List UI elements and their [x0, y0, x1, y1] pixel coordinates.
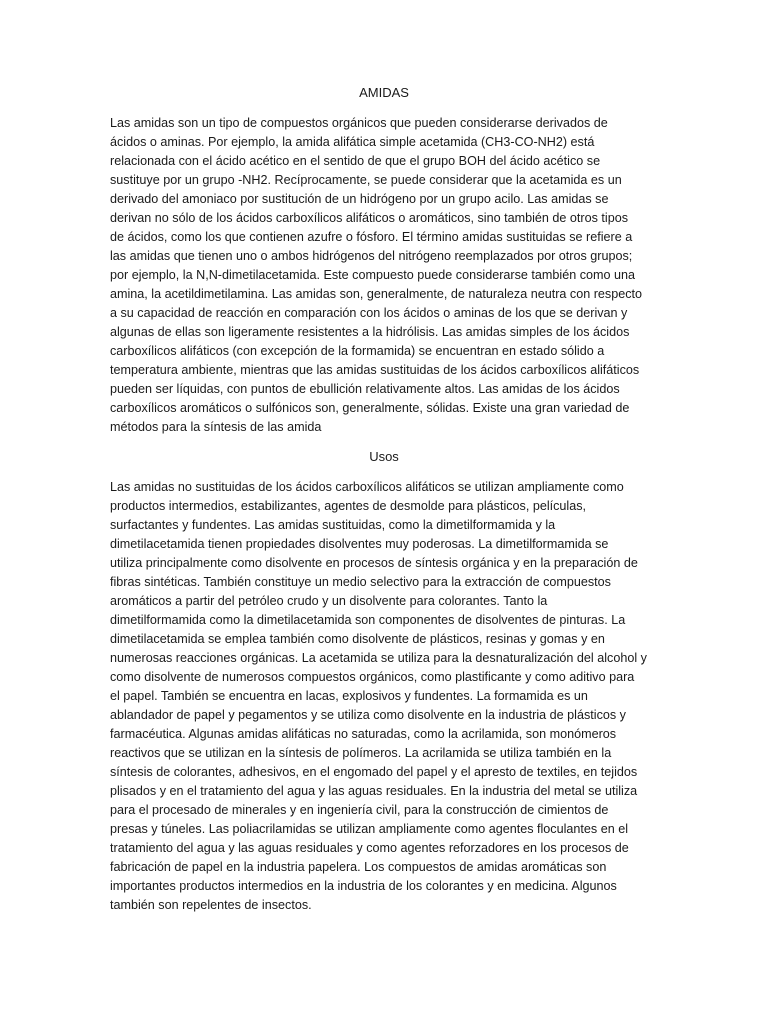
- section-title-usos: Usos: [369, 449, 399, 464]
- text-line: presas y túneles. Las poliacrilamidas se utilizan ampliamente como agentes floculantes en el: [110, 822, 629, 836]
- text-line: carboxílicos aromáticos o sulfónicos son, generalmente, sólidas. Existe una gran variedad de: [110, 401, 630, 415]
- text-line: surfactantes y fundentes. Las amidas sustituidas, como la dimetilformamida y la: [110, 518, 556, 532]
- text-line: ácidos o aminas. Por ejemplo, la amida alifática simple acetamida (CH3-CO-NH2) está: [110, 135, 595, 149]
- text-line: utiliza principalmente como disolvente en procesos de síntesis orgánica y en la preparación de: [110, 556, 638, 570]
- text-line: farmacéutica. Algunas amidas alifáticas no saturadas, como la acrilamida, son monómeros: [110, 727, 617, 741]
- paragraph-usos: [110, 478, 662, 915]
- text-line: temperatura ambiente, mientras que las amidas sustituidas de los ácidos carboxílicos alifáticos: [110, 363, 640, 377]
- text-line: Las amidas no sustituidas de los ácidos carboxílicos alifáticos se utilizan ampliamente como: [110, 480, 624, 494]
- text-line: dimetilformamida como la dimetilacetamida son componentes de disolventes de pinturas. La: [110, 613, 626, 627]
- text-line: amina, la acetildimetilamina. Las amidas son, generalmente, de naturaleza neutra con respecto: [110, 287, 643, 301]
- text-line: las amidas que tienen uno o ambos hidrógenos del nitrógeno reemplazados por otros grupos;: [110, 249, 633, 263]
- text-line: algunas de ellas son ligeramente resistentes a la hidrólisis. Las amidas simples de los ácidos: [110, 325, 630, 339]
- text-line: importantes productos intermedios en la industria de los colorantes y en medicina. Algunos: [110, 879, 617, 893]
- text-line: a su capacidad de reacción en comparación con los ácidos o aminas de los que se derivan y: [110, 306, 628, 320]
- text-line: plisados y en el tratamiento del agua y las aguas residuales. En la industria del metal se utiliza: [110, 784, 638, 798]
- text-line: como disolvente de numerosos compuestos orgánicos, como plastificante y como aditivo para: [110, 670, 635, 684]
- text-line: métodos para la síntesis de las amida: [110, 420, 322, 434]
- text-line: síntesis de colorantes, adhesivos, en el engomado del papel y el apresto de textiles, en tejidos: [110, 765, 638, 779]
- text-line: también son repelentes de insectos.: [110, 898, 312, 912]
- text-line: reactivos que se utilizan en la síntesis de polímeros. La acrilamida se utiliza también en la: [110, 746, 612, 760]
- section-title-amidas: AMIDAS: [359, 85, 409, 100]
- text-line: sustituye por un grupo -NH2. Recíprocamente, se puede considerar que la acetamida es un: [110, 173, 622, 187]
- text-line: ablandador de papel y pegamentos y se utiliza como disolvente en la industria de plásticos y: [110, 708, 626, 722]
- text-line: dimetilacetamida tienen propiedades disolventes muy poderosas. La dimetilformamida se: [110, 537, 609, 551]
- paragraph-amidas: [110, 114, 662, 437]
- text-line: fibras sintéticas. También constituye un medio selectivo para la extracción de compuestos: [110, 575, 611, 589]
- text-line: carboxílicos alifáticos (con excepción de la formamida) se encuentran en estado sólido a: [110, 344, 605, 358]
- text-line: fabricación de papel en la industria papelera. Los compuestos de amidas aromáticas son: [110, 860, 607, 874]
- text-line: derivado del amoniaco por sustitución de un hidrógeno por un grupo acilo. Las amidas se: [110, 192, 609, 206]
- text-line: por ejemplo, la N,N-dimetilacetamida. Este compuesto puede considerarse también como una: [110, 268, 636, 282]
- text-line: relacionada con el ácido acético en el sentido de que el grupo BOH del ácido acético se: [110, 154, 601, 168]
- text-line: aromáticos a partir del petróleo crudo y un disolvente para colorantes. Tanto la: [110, 594, 548, 608]
- text-line: numerosas reacciones orgánicas. La acetamida se utiliza para la desnaturalización del alcohol y: [110, 651, 647, 665]
- text-line: para el procesado de minerales y en ingeniería civil, para la construcción de cimientos de: [110, 803, 609, 817]
- text-line: derivan no sólo de los ácidos carboxílicos alifáticos o aromáticos, sino también de otros tipos: [110, 211, 629, 225]
- text-line: de ácidos, como los que contienen azufre o fósforo. El término amidas sustituidas se refiere a: [110, 230, 633, 244]
- text-line: pueden ser líquidas, con puntos de ebullición relativamente altos. Las amidas de los ácidos: [110, 382, 620, 396]
- text-line: tratamiento del agua y las aguas residuales y como agentes reforzadores en los procesos de: [110, 841, 629, 855]
- text-line: productos intermedios, estabilizantes, agentes de desmolde para plásticos, películas,: [110, 499, 587, 513]
- text-line: Las amidas son un tipo de compuestos orgánicos que pueden considerarse derivados de: [110, 116, 608, 130]
- text-line: el papel. También se encuentra en lacas, explosivos y fundentes. La formamida es un: [110, 689, 588, 703]
- text-line: dimetilacetamida se emplea también como disolvente de plásticos, resinas y gomas y en: [110, 632, 605, 646]
